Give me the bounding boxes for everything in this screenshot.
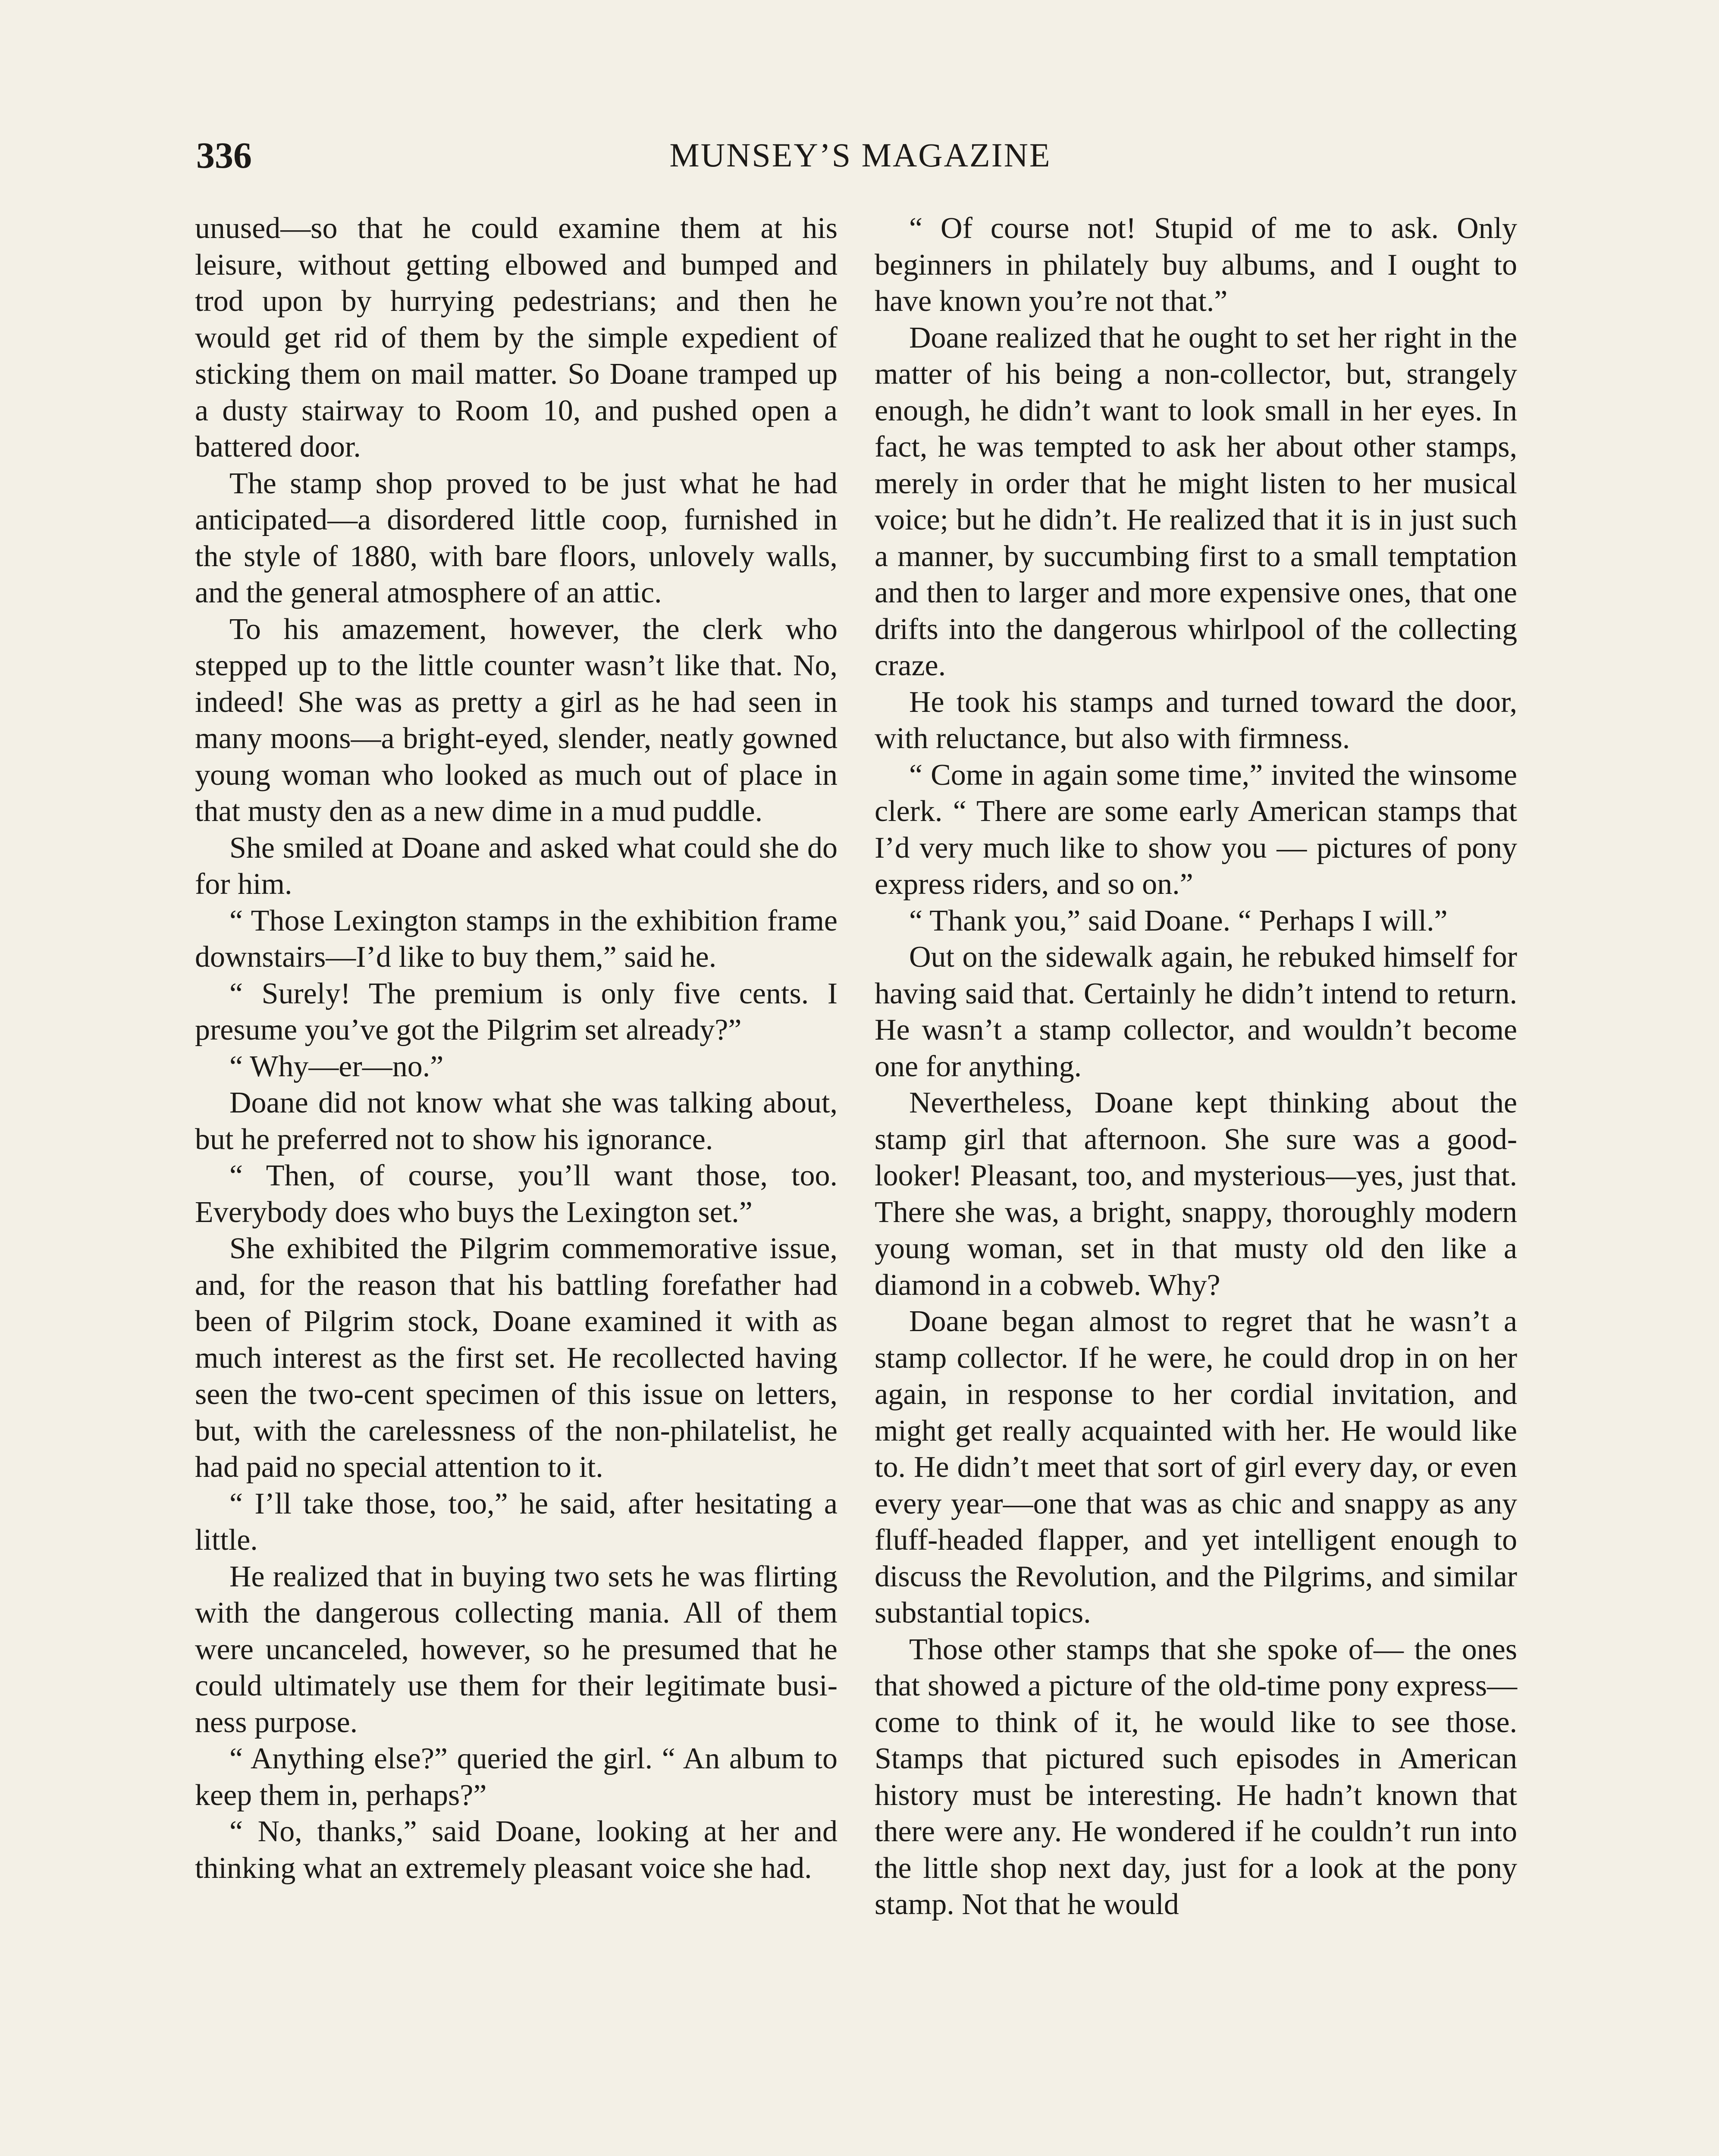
paragraph: Doane realized that he ought to set her right in the matter of his being a non-collector, but, strangely enough, he didn’t want to look small in her eyes. In fact, he was tempted to ask her about other stamps, merely in order that he might listen to her musical voice; but he didn’t. He realized that it is in just such a manner, by succumbing first to a small temptation and then to larger and more expensive ones, that one drifts into the dangerous whirlpool of the collecting craze. bbox=[875, 321, 1517, 682]
paragraph: To his amazement, however, the clerk who stepped up to the little counter wasn’t like that. No, indeed! She was as pretty a girl as he had seen in many moons—a bright-eyed, slender, neatly gowned young woman who looked as much out of place in that musty den as a new dime in a mud puddle. bbox=[195, 612, 838, 828]
paragraph: Out on the sidewalk again, he rebuked himself for having said that. Certainly he didn’t intend to return. He wasn’t a stamp collector, and wouldn’t become one for anything. bbox=[875, 940, 1517, 1083]
paragraph: unused—so that he could examine them at his leisure, without getting elbowed and bumped and trod upon by hurrying pedestrians; and then he would get rid of them by the simple expedient of sticking them on mail matter. So Doane tramped up a dusty stairway to Room 10, and pushed open a battered door. bbox=[195, 212, 838, 464]
page-header bbox=[196, 132, 1525, 179]
page-number: 336 bbox=[196, 135, 252, 176]
paragraph: He realized that in buying two sets he was flirting with the dangerous collecting mania. All of them were uncanceled, however, so he presumed that he could ultimately use them for their legitimate business purpose. bbox=[195, 1560, 838, 1739]
paragraph: Doane did not know what she was talking about, but he preferred not to show his ignorance. bbox=[195, 1086, 838, 1156]
running-head: MUNSEY’S MAGAZINE bbox=[669, 136, 1051, 174]
paragraph: “ Why—er—no.” bbox=[229, 1050, 444, 1083]
paragraph: “ Come in again some time,” invited the winsome clerk. “ There are some early American stamps that I’d very much like to show you — pictures of pony express riders, and so on.” bbox=[875, 758, 1517, 901]
paragraph: “ Then, of course, you’ll want those, too. Everybody does who buys the Lexington set.” bbox=[195, 1159, 838, 1229]
paragraph: “ Those Lexington stamps in the exhibition frame downstairs—I’d like to buy them,” said he. bbox=[195, 904, 838, 974]
paragraph: She smiled at Doane and asked what could she do for him. bbox=[195, 831, 838, 901]
paragraph: Nevertheless, Doane kept thinking about the stamp girl that afternoon. She sure was a good-looker! Pleasant, too, and mysterious—yes, just that. There she was, a bright, snappy, thoroughly modern young woman, set in that musty old den like a diamond in a cobweb. Why? bbox=[875, 1086, 1517, 1302]
paragraph: “ Surely! The premium is only five cents. I presume you’ve got the Pilgrim set already?” bbox=[195, 977, 838, 1047]
paragraph: The stamp shop proved to be just what he had anticipated—a disordered little coop, furnished in the style of 1880, with bare floors, unlovely walls, and the general atmosphere of an attic. bbox=[195, 467, 838, 609]
paragraph: She exhibited the Pilgrim commemorative issue, and, for the reason that his battling forefather had been of Pilgrim stock, Doane examined it with as much interest as the first set. He recollected having seen the two-cent specimen of this issue on letters, but, with the carelessness of the non-philatelist, he had paid no special attention to it. bbox=[195, 1232, 838, 1484]
right-column bbox=[875, 210, 1517, 1923]
paragraph: “ No, thanks,” said Doane, looking at her and thinking what an extremely pleasant voice she had. bbox=[195, 1815, 838, 1885]
paragraph: He took his stamps and turned toward the door, with reluctance, but also with firmness. bbox=[875, 685, 1517, 755]
paragraph: “ Thank you,” said Doane. “ Perhaps I will.” bbox=[909, 904, 1448, 937]
paragraph: Doane began almost to regret that he wasn’t a stamp collector. If he were, he could drop in on her again, in response to her cordial invitation, and might get really acquainted with her. He would like to. He didn’t meet that sort of girl every day, or even every year—one that was as chic and snappy as any fluff-headed flapper, and yet intelligent enough to discuss the Revolution, and the Pilgrims, and similar substantial topics. bbox=[875, 1305, 1517, 1630]
paragraph: “ Of course not! Stupid of me to ask. Only beginners in philately buy albums, and I ought to have known you’re not that.” bbox=[875, 212, 1517, 318]
left-column bbox=[195, 210, 838, 1887]
paragraph: “ Anything else?” queried the girl. “ An album to keep them in, perhaps?” bbox=[195, 1742, 838, 1812]
paragraph: “ I’ll take those, too,” he said, after hesitating a little. bbox=[195, 1487, 838, 1557]
paragraph: Those other stamps that she spoke of— the ones that showed a picture of the old-time pony express—come to think of it, he would like to see those. Stamps that pictured such episodes in American history must be interesting. He hadn’t known that there were any. He wondered if he couldn’t run into the little shop next day, just for a look at the pony stamp. Not that he would bbox=[875, 1633, 1517, 1921]
